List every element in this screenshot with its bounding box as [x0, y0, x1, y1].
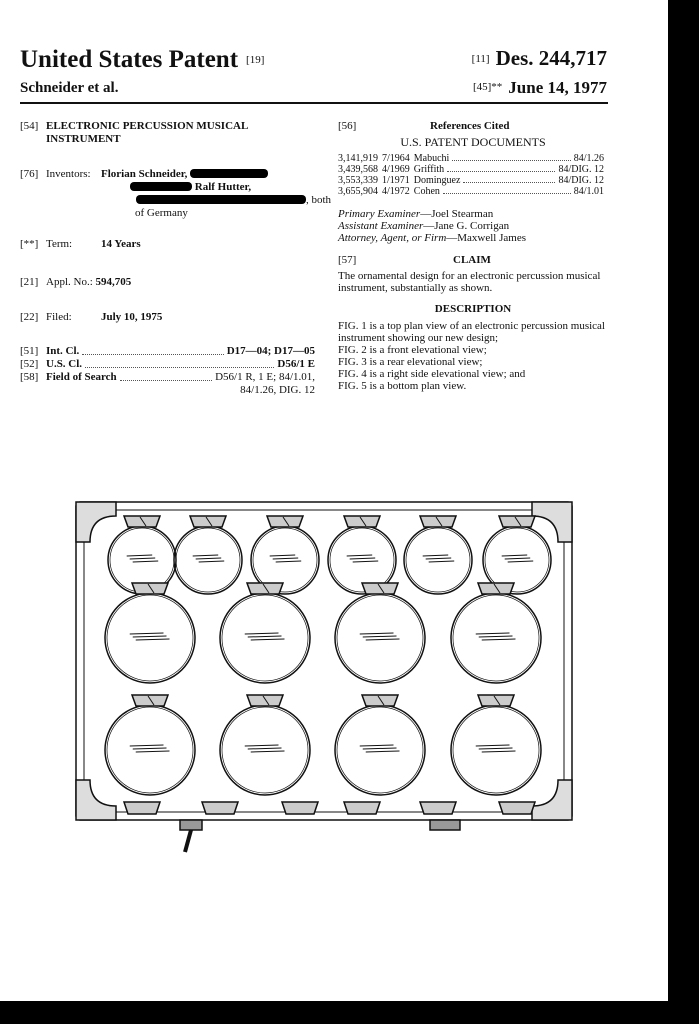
drum-pad: [174, 526, 242, 594]
pad-shading: [502, 555, 528, 556]
pad-shading: [353, 561, 379, 562]
pad-tab: [132, 583, 168, 594]
bottom-tab: [282, 802, 318, 814]
description-line: FIG. 2 is a front elevational view;: [338, 344, 487, 356]
pad-shading: [479, 748, 513, 749]
bottom-tab: [344, 802, 380, 814]
reference-row: 3,553,339 1/1971 Dominguez 84/DIG. 12: [338, 175, 604, 186]
references: [56] References Cited U.S. PATENT DOCUMENTS 3,141,919 7/1964 Mabuchi 84/1.26 3,439,568 4/1969 Griffith 84/DIG. 12 3,553,339 1/1971 Dominguez 84/DIG. 12 3,655,904 4/1972 Cohen 84/1.01: [338, 120, 608, 197]
pad-shading: [130, 633, 164, 634]
term: [**] Term: 14 Years: [20, 238, 141, 250]
pad-shading: [251, 751, 285, 752]
header-rule: [20, 102, 608, 104]
toggle-switch-lever: [185, 830, 191, 852]
pad-tab: [124, 516, 160, 527]
pad-tab: [267, 516, 303, 527]
corner-bracket: [532, 780, 572, 820]
drum-pad-rim: [107, 595, 193, 681]
description-line: FIG. 3 is a rear elevational view;: [338, 356, 483, 368]
pad-tab: [478, 695, 514, 706]
pad-shading: [136, 639, 170, 640]
pad-shading: [196, 558, 222, 559]
patent-drawing-fig1: [0, 480, 668, 880]
description-heading: DESCRIPTION: [434, 303, 512, 315]
patent-title: United States Patent [19]: [20, 46, 265, 73]
pad-shading: [426, 558, 452, 559]
drum-pad-rim: [453, 707, 539, 793]
pad-shading: [363, 636, 397, 637]
scan-border-bottom: [0, 1001, 699, 1024]
description-line: FIG. 4 is a right side elevational view; and: [338, 368, 526, 380]
toggle-switch-base: [180, 820, 202, 830]
invention-title: [54] ELECTRONIC PERCUSSION MUSICAL INSTRUMENT: [20, 120, 249, 145]
pad-shading: [245, 633, 279, 634]
claim-heading: [57] CLAIM: [338, 254, 491, 266]
pad-shading: [363, 748, 397, 749]
pad-shading: [248, 748, 282, 749]
patent-date: [45]** June 14, 1977: [472, 78, 607, 97]
pad-shading: [276, 561, 302, 562]
pad-shading: [360, 745, 394, 746]
pad-shading: [199, 561, 225, 562]
pad-shading: [479, 636, 513, 637]
pad-shading: [270, 555, 296, 556]
pad-shading: [273, 558, 299, 559]
bottom-tab: [124, 802, 160, 814]
drum-pad-rim: [337, 595, 423, 681]
filed: [22] Filed: July 10, 1975: [20, 311, 163, 323]
description-line: FIG. 1 is a top plan view of an electronic percussion musical instrument showing our new design;: [338, 320, 605, 344]
corner-bracket: [76, 780, 116, 820]
pad-tab: [478, 583, 514, 594]
pad-shading: [133, 561, 159, 562]
drum-pad-rim: [337, 707, 423, 793]
reference-row: 3,439,568 4/1969 Griffith 84/DIG. 12: [338, 164, 604, 175]
patent-number: [11] Des. 244,717: [471, 46, 607, 70]
pad-tab: [247, 695, 283, 706]
reference-row: 3,141,919 7/1964 Mabuchi 84/1.26: [338, 153, 604, 164]
pad-tab: [190, 516, 226, 527]
pad-shading: [130, 745, 164, 746]
drum-pad-rim: [406, 528, 470, 592]
case-inner-edge: [84, 510, 564, 812]
pad-shading: [350, 558, 376, 559]
output-connector: [430, 820, 460, 830]
pad-shading: [366, 639, 400, 640]
pad-shading: [476, 633, 510, 634]
pad-shading: [193, 555, 219, 556]
pad-tab: [362, 583, 398, 594]
drum-pad: [105, 705, 195, 795]
drum-pad-rim: [453, 595, 539, 681]
drum-pad-rim: [176, 528, 240, 592]
bottom-tab: [420, 802, 456, 814]
drum-pad: [451, 593, 541, 683]
drum-pad-rim: [222, 595, 308, 681]
pad-shading: [133, 636, 167, 637]
corner-bracket: [76, 502, 116, 542]
pad-tab: [499, 516, 535, 527]
pad-shading: [360, 633, 394, 634]
pad-shading: [366, 751, 400, 752]
pad-shading: [136, 751, 170, 752]
pad-shading: [248, 636, 282, 637]
drum-pad-rim: [222, 707, 308, 793]
pad-shading: [423, 555, 449, 556]
drum-pad: [451, 705, 541, 795]
pad-tab: [132, 695, 168, 706]
pad-shading: [130, 558, 156, 559]
pad-shading: [127, 555, 153, 556]
drum-pad: [335, 593, 425, 683]
classification: [51] Int. Cl. D17—04; D17—05 [52] U.S. Cl. D56/1 E [58] Field of Search D56/1 R, 1 E; 84/1.01, 84/1.26, DIG. 12: [20, 345, 315, 396]
scan-border-right: [668, 0, 699, 1024]
inventors: [76] Inventors: Florian Schneider, Ralf Hutter, , both of Germany: [20, 168, 332, 219]
pad-shading: [251, 639, 285, 640]
description-line: FIG. 5 is a bottom plan view.: [338, 380, 467, 392]
pad-shading: [347, 555, 373, 556]
pad-tab: [420, 516, 456, 527]
appl-no: [21] Appl. No.: 594,705: [20, 276, 132, 288]
drum-pad-rim: [107, 707, 193, 793]
references-table: [338, 153, 608, 197]
pad-tab: [344, 516, 380, 527]
bottom-tab: [202, 802, 238, 814]
drum-pad: [404, 526, 472, 594]
pad-shading: [505, 558, 531, 559]
instrument-case: [76, 502, 572, 820]
pad-tab: [247, 583, 283, 594]
pad-shading: [133, 748, 167, 749]
drum-pad: [105, 593, 195, 683]
reference-row: 3,655,904 4/1972 Cohen 84/1.01: [338, 186, 604, 197]
pad-shading: [429, 561, 455, 562]
drum-pad: [335, 705, 425, 795]
pad-shading: [482, 639, 516, 640]
pad-shading: [508, 561, 534, 562]
authors: Schneider et al.: [20, 80, 119, 96]
drum-pad: [220, 705, 310, 795]
pad-shading: [476, 745, 510, 746]
examiners: Primary Examiner—Joel Stearman Assistant Examiner—Jane G. Corrigan Attorney, Agent, or Firm—Maxwell James: [338, 208, 526, 244]
pad-shading: [245, 745, 279, 746]
drum-pad: [220, 593, 310, 683]
pad-shading: [482, 751, 516, 752]
claim-text: The ornamental design for an electronic percussion musical instrument, substantially as shown.: [338, 270, 601, 294]
bottom-tab: [499, 802, 535, 814]
description: [338, 320, 608, 392]
pad-tab: [362, 695, 398, 706]
